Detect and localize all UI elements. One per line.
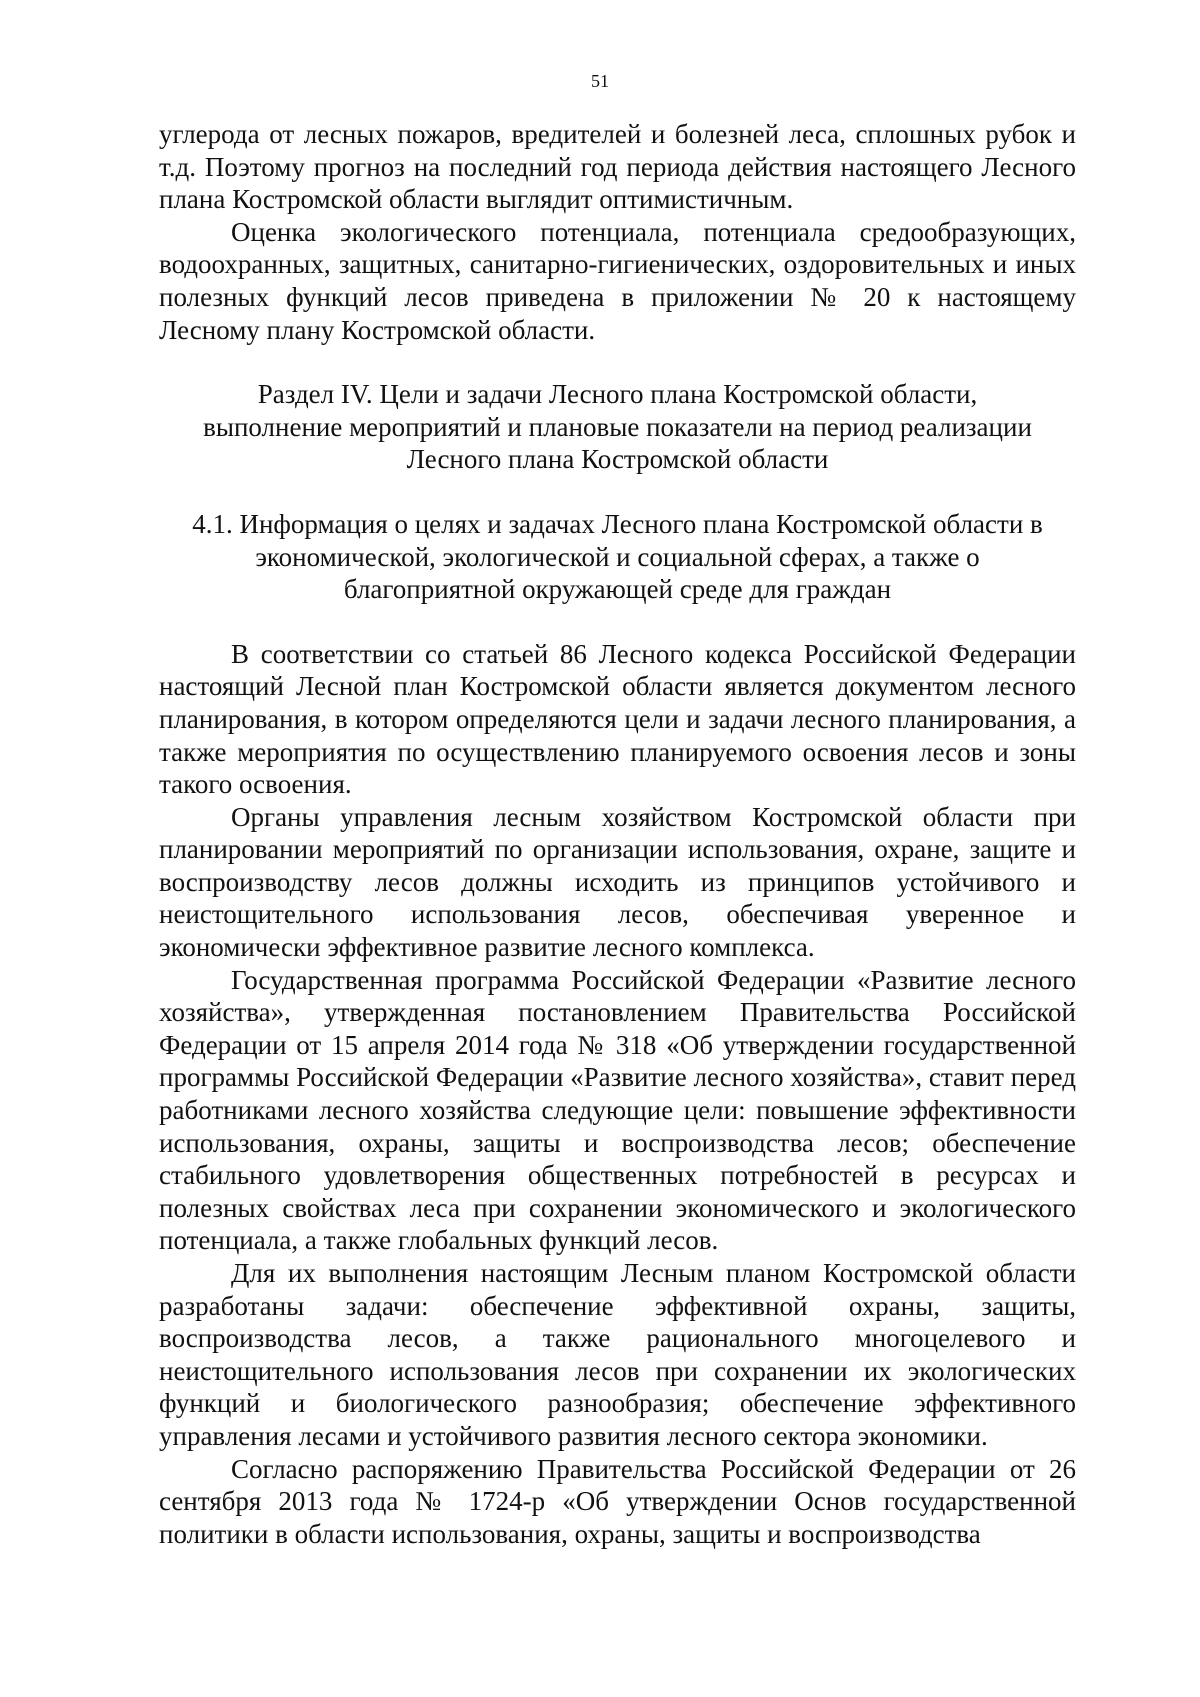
subsection-heading-line: экономической, экологической и социальной сферах, а также о xyxy=(255,541,980,572)
subsection-heading xyxy=(159,508,1076,606)
paragraph-government-order: Согласно распоряжению Правительства Российской Федерации от 26 сентября 2013 года № 1724-р «Об утверждении Основ государственной политики в области использования, охраны, защиты и воспроизводства xyxy=(159,1453,1076,1549)
paragraph-ecological-potential: Оценка экологического потенциала, потенциала средообразующих, водоохранных, защитных, санитарно-гигиенических, оздоровительных и иных полезных функций лесов приведена в приложении № 20 к настоящему Лесному плану Костромской области. xyxy=(159,216,1076,345)
document-body xyxy=(159,118,1076,1550)
paragraph-management-bodies: Органы управления лесным хозяйством Костромской области при планировании мероприятий по организации использования, охране, защите и воспроизводству лесов должны исходить из принципов устойчивого и неистощительного использования лесов, обеспечивая уверенное и экономически эффективное развитие лесного комплекса. xyxy=(159,801,1076,963)
paragraph-tasks: Для их выполнения настоящим Лесным планом Костромской области разработаны задачи: обеспечение эффективной охраны, защиты, воспроизводства лесов, а также рационального многоцелевого и неистощительного использования лесов при сохранении их экологических функций и биологического разнообразия; обеспечение эффективного управления лесами и устойчивого развития лесного сектора экономики. xyxy=(159,1258,1076,1451)
section-heading xyxy=(159,378,1076,476)
page-number: 51 xyxy=(591,71,609,91)
paragraph-forest-code: В соответствии со статьей 86 Лесного кодекса Российской Федерации настоящий Лесной план Костромской области является документом лесного планирования, в котором определяются цели и задачи лесного планирования, а также мероприятия по осуществлению планируемого освоения лесов и зоны такого освоения. xyxy=(159,638,1076,800)
paragraph-state-program: Государственная программа Российской Федерации «Развитие лесного хозяйства», утвержденная постановлением Правительства Российской Федерации от 15 апреля 2014 года № 318 «Об утверждении государственной программы Российской Федерации «Развитие лесного хозяйства», ставит перед работниками лесного хозяйства следующие цели: повышение эффективности использования, охраны, защиты и воспроизводства лесов; обеспечение стабильного удовлетворения общественных потребностей в ресурсах и полезных свойствах леса при сохранении экономического и экологического потенциала, а также глобальных функций лесов. xyxy=(159,964,1077,1256)
section-heading-line: выполнение мероприятий и плановые показатели на период реализации xyxy=(203,411,1032,442)
section-heading-line: Раздел IV. Цели и задачи Лесного плана Костромской области, xyxy=(257,379,978,410)
subsection-heading-line: благоприятной окружающей среде для граждан xyxy=(343,574,892,605)
section-heading-line: Лесного плана Костромской области xyxy=(406,444,829,475)
subsection-heading-line: 4.1. Информация о целях и задачах Лесного плана Костромской области в xyxy=(192,508,1043,539)
paragraph-continuation: углерода от лесных пожаров, вредителей и болезней леса, сплошных рубок и т.д. Поэтому прогноз на последний год периода действия настоящего Лесного плана Костромской области выглядит оптимистичным. xyxy=(159,119,1076,215)
